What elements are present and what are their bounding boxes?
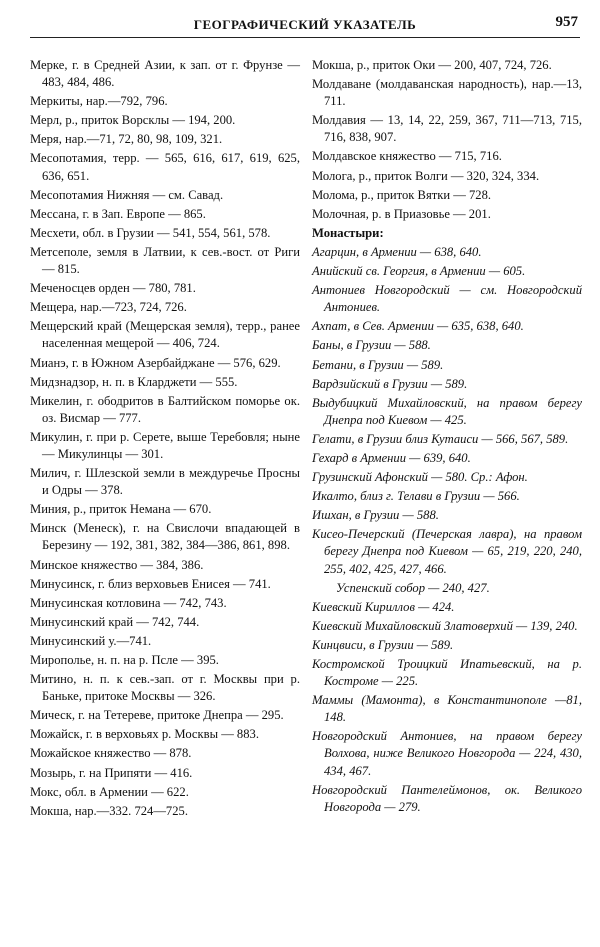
index-entry: Молдавия — 13, 14, 22, 259, 367, 711—713, 715, 716, 838, 907. — [312, 113, 582, 145]
index-entry: Минское княжество — 384, 386. — [30, 557, 204, 572]
index-entry: Мерке, г. в Средней Азии, к зап. от г. Фрунзе — 483, 484, 486. — [30, 58, 300, 90]
index-entry: Молома, р., приток Вятки — 728. — [312, 187, 492, 202]
index-entry: Грузинский Афонский — 580. Ср.: Афон. — [312, 470, 528, 485]
index-entry: Киевский Михайловский Златоверхий — 139, 240. — [312, 618, 578, 633]
index-entry: Мирополье, н. п. на р. Псле — 395. — [30, 653, 219, 667]
index-entry: Бетани, в Грузии — 589. — [312, 357, 444, 372]
index-entry: Баны, в Грузии — 588. — [312, 338, 431, 353]
index-entry: Кисео-Печерский (Печерская лавра), на правом берегу Днепра под Киевом — 65, 219, 220, 240, 255, 402, 425, 427, 466. — [312, 527, 582, 576]
page-number: 957 — [555, 14, 578, 30]
index-entry: Агарцин, в Армении — 638, 640. — [312, 244, 482, 259]
index-entry: Анийский св. Георгия, в Армении — 605. — [312, 264, 526, 279]
index-entry: Мещерский край (Мещерская земля), терр., ранее населенная мещерой — 406, 724. — [30, 319, 300, 351]
index-entry: Молога, р., приток Волги — 320, 324, 334. — [312, 168, 540, 183]
index-entry: Гехард в Армении — 639, 640. — [312, 450, 471, 465]
index-entry: Месхети, обл. в Грузии — 541, 554, 561, 578. — [30, 225, 271, 240]
monasteries-heading: Монастыри: — [312, 225, 384, 240]
index-entry: Мианэ, г. в Южном Азербайджане — 576, 629. — [30, 355, 281, 370]
index-entry: Мокша, р., приток Оки — 200, 407, 724, 726. — [312, 58, 552, 72]
index-entry: Меркиты, нар.—792, 796. — [30, 94, 168, 109]
index-entry: Кинцвиси, в Грузии — 589. — [312, 637, 454, 652]
index-entry: Минусинский край — 742, 744. — [30, 614, 200, 629]
index-entry: Маммы (Мамонта), в Константинополе —81, 148. — [312, 693, 582, 725]
index-entry: Миния, р., приток Немана — 670. — [30, 502, 212, 517]
index-entry: Метсеполе, земля в Латвии, к сев.-вост. от Риги — 815. — [30, 244, 300, 277]
index-entry: Киевский Кириллов — 424. — [312, 599, 455, 614]
index-entry: Успенский собор — 240, 427. — [336, 580, 490, 595]
index-entry: Митино, н. п. к сев.-зап. от г. Москвы при р. Баньке, притоке Москвы — 326. — [30, 672, 300, 704]
index-entry: Мозырь, г. на Припяти — 416. — [30, 765, 193, 780]
index-entry: Минск (Менеск), г. на Свислочи впадающей в Березину — 192, 381, 382, 384—386, 861, 898. — [30, 521, 300, 553]
index-entry: Минусинск, г. близ верховьев Енисея — 741. — [30, 576, 271, 591]
index-entry: Новгородский Антониев, на правом берегу Волхова, ниже Великого Новгорода — 224, 430, 434, 467. — [312, 729, 582, 778]
index-entry: Костромской Троицкий Ипатьевский, на р. Костроме — 225. — [312, 657, 582, 689]
index-entry: Ахпат, в Сев. Армении — 635, 638, 640. — [312, 319, 524, 334]
index-entry: Микелин, г. ободритов в Балтийском поморье ок. оз. Висмар — 777. — [30, 393, 300, 425]
index-entry: Мидзнадзор, н. п. в Кларджети — 555. — [30, 374, 238, 389]
index-entry: Минусинская котловина — 742, 743. — [30, 595, 227, 610]
index-entry: Месопотамия, терр. — 565, 616, 617, 619, 625, 636, 651. — [30, 151, 300, 183]
right-column — [312, 57, 582, 818]
left-column — [30, 57, 300, 822]
index-entry: Икалто, близ г. Телави в Грузии — 566. — [312, 489, 520, 504]
header-title: ГЕОГРАФИЧЕСКИЙ УКАЗАТЕЛЬ — [193, 17, 417, 32]
index-entry: Месопотамия Нижняя — см. Савад. — [30, 187, 224, 202]
index-entry: Мессана, г. в Зап. Европе — 865. — [30, 206, 206, 221]
header-rule — [30, 37, 580, 38]
index-entry: Молдаване (молдаванская народность), нар.—13, 711. — [312, 77, 582, 109]
index-entry: Мещера, нар.—723, 724, 726. — [30, 300, 187, 315]
index-entry: Минусинский у.—741. — [30, 633, 152, 648]
index-entry: Можайское княжество — 878. — [30, 746, 192, 761]
index-entry: Выдубицкий Михайловский, на правом берегу Днепра под Киевом — 425. — [312, 395, 582, 427]
index-entry: Можайск, г. в верховьях р. Москвы — 883. — [30, 727, 259, 742]
index-entry: Антониев Новгородский — см. Новгородский Антониев. — [312, 283, 582, 315]
index-entry: Новгородский Пантелеймонов, ок. Великого Новгорода — 279. — [312, 782, 582, 814]
index-entry: Мическ, г. на Тетереве, притоке Днепра — 295. — [30, 708, 284, 723]
index-entry: Меченосцев орден — 780, 781. — [30, 281, 196, 296]
index-entry: Ишхан, в Грузии — 588. — [312, 508, 439, 523]
index-entry: Гелати, в Грузии близ Кутаиси — 566, 567, 589. — [312, 431, 569, 446]
index-entry: Вардзийский в Грузии — 589. — [312, 376, 468, 391]
index-entry: Меря, нар.—71, 72, 80, 98, 109, 321. — [30, 132, 223, 147]
index-entry: Мерл, р., приток Ворсклы — 194, 200. — [30, 113, 236, 128]
index-entry: Молдавское княжество — 715, 716. — [312, 149, 502, 164]
index-entry: Микулин, г. при р. Серете, выше Теребовля; ныне — Микулинцы — 301. — [30, 429, 300, 461]
index-entry: Мокша, нар.—332. 724—725. — [30, 803, 188, 818]
index-entry: Мокс, обл. в Армении — 622. — [30, 784, 189, 799]
index-entry: Милич, г. Шлезской земли в междуречье Просны и Одры — 378. — [30, 466, 300, 498]
page-header — [30, 8, 580, 38]
index-entry: Молочная, р. в Приазовье — 201. — [312, 206, 491, 221]
